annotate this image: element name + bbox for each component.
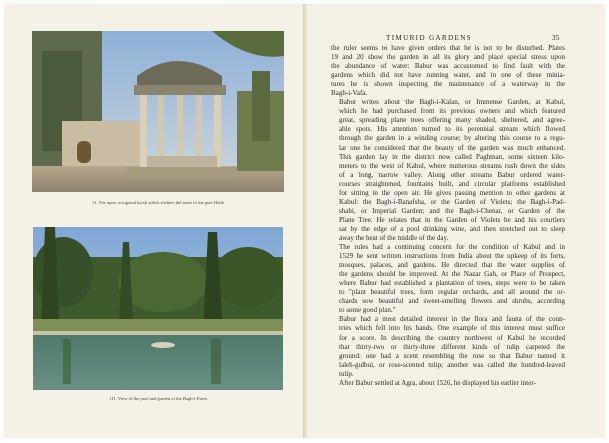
text-line: Bagh-i-Vafa.	[331, 89, 368, 98]
pool-garden-photo	[33, 227, 283, 390]
text-line: to "plant beautiful trees, form regular orchards, and all around the or-	[339, 288, 565, 297]
text-line: tures he is shown inspecting the maintenance of a waterway in the	[331, 80, 565, 89]
paragraph	[331, 98, 565, 243]
text-line: to some good plan."	[339, 306, 396, 315]
text-line: Kabul: the Bagh-i-Banafsha, or the Garden of Violets; the Bagh-i-Pad-	[339, 197, 565, 206]
text-line: for a score. In describing the country northwest of Kabul he recorded	[339, 333, 565, 342]
text-line: through the garden in a winding course; by altering this course to a regu-	[339, 134, 565, 143]
text-line: Babur writes about the Bagh-i-Kalan, or Immense Garden, at Kabul,	[339, 98, 565, 107]
text-line: the abundance of water: Babur was accustomed to find fault with the	[331, 62, 565, 71]
kiosk-photo	[32, 31, 284, 192]
text-line: that thirty-two or thirty-three different kinds of tulip carpeted the	[339, 342, 565, 351]
text-line: This garden lay in the district now called Paghman, some sixteen kilo-	[339, 152, 565, 161]
text-line: tries which fell into his hands. One example of this interest must suffice	[339, 324, 565, 333]
text-line: for sitting in the open air. He gives passing mention to other gardens at	[339, 188, 565, 197]
text-line: meters to the west of Kabul, where numerous streams rush down the sides	[339, 161, 565, 170]
text-line: lar one he considered that the beauty of the garden was much enhanced.	[339, 143, 565, 152]
text-line: chards sow beautiful and sweet-smelling flowers and shrubs, according	[339, 297, 565, 306]
running-head: TIMURID GARDENS	[386, 34, 472, 42]
text-line: the gardens should be improved. At the Nazar Gah, or Place of Prospect,	[339, 270, 565, 279]
text-line: ground: one had a scent resembling the rose so that Babur named it	[339, 351, 565, 360]
text-line: the ruler seems to have given orders that he is not to be disturbed. Plates	[331, 44, 565, 52]
pool-garden-photo-caption: 111. View of the pool and garden of the Bagh-i-Eram	[109, 396, 207, 401]
page-number: 35	[552, 34, 560, 42]
text-line: of a long, narrow valley. Along other streams Babur ordered water-	[339, 170, 565, 179]
text-line: mosques, palaces, and gardens. He directed that the water supplies of	[339, 261, 565, 270]
text-line: able spots. His attention turned to its perennial stream which flowed	[339, 125, 565, 134]
text-line: courses straightened, fountains built, and circular platforms established	[339, 179, 565, 188]
text-line: tulip.	[339, 369, 354, 378]
text-line: 19 and 20 show the garden in all its glory and place special stress upon	[331, 53, 565, 62]
paragraph	[331, 315, 565, 378]
text-line: gardens which did not have running water, and in one of these minia-	[331, 71, 565, 80]
text-line: which he had purchased from its previous owners and which featured	[339, 107, 565, 116]
paragraph	[331, 379, 565, 388]
text-line: shahi, or Imperial Garden; and the Bagh-i-Chenar, or Garden of the	[339, 206, 565, 215]
text-line: sat by the edge of a pool drinking wine, and then stretched out to sleep	[339, 224, 565, 233]
text-line: Babur had a most detailed interest in the flora and fauna of the coun-	[339, 315, 565, 324]
paragraph	[331, 44, 565, 98]
text-line: After Babur settled at Agra, about 1526, he displayed his earlier inter-	[339, 378, 536, 387]
kiosk-photo-caption: 11. The open, octagonal kiosk which shelters the tomb of the poet Hafiz	[91, 200, 225, 205]
text-line: The rules had a continuing concern for the condition of Kabul and in	[339, 243, 565, 252]
text-line: away the heat of the middle of the day.	[339, 233, 449, 242]
text-line: 1529 he sent written instructions from India about the upkeep of its forts,	[339, 252, 565, 261]
paragraph	[331, 243, 565, 315]
text-line: Plane Tree. He relates that in the Garden of Violets he and his courtiers	[339, 215, 565, 224]
text-line: laleh-gulbui, or rose-scented tulip; another was called the hundred-leaved	[339, 360, 565, 369]
body-text	[331, 44, 565, 388]
text-line: great, spreading plane trees offering many shaded, sheltered, and agree-	[339, 116, 565, 125]
text-line: where Babur had established a plantation of trees, steps were to be taken	[339, 279, 565, 288]
